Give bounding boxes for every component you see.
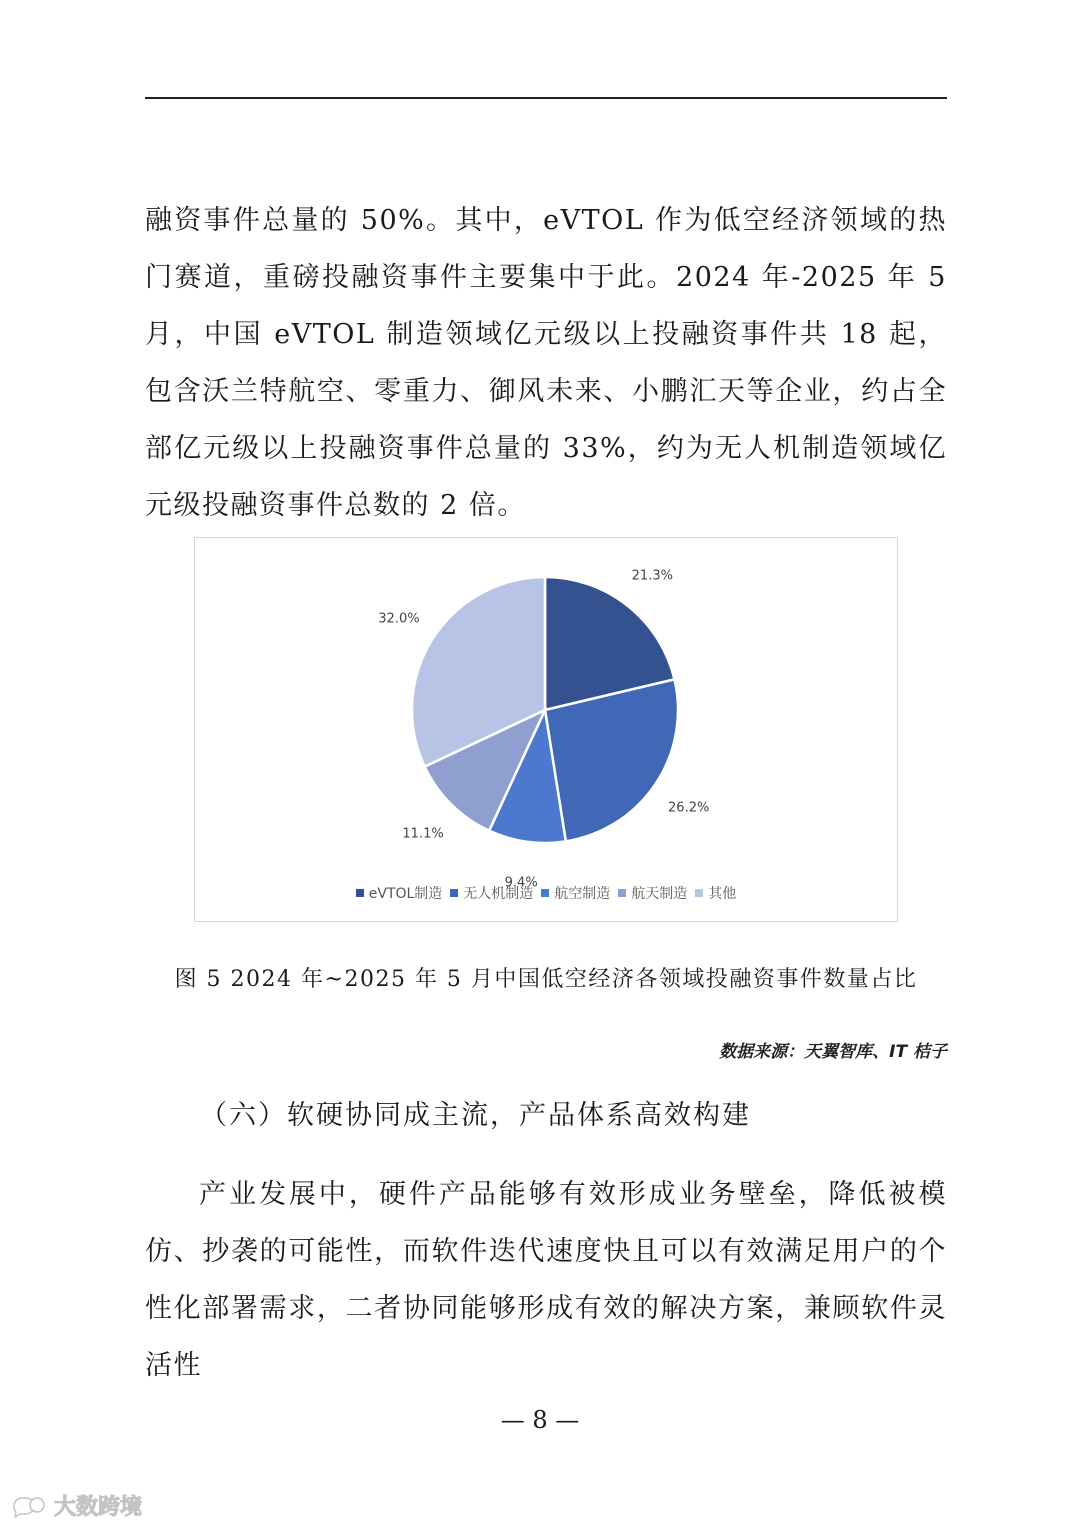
legend-swatch — [356, 889, 364, 897]
chart-legend — [195, 883, 897, 903]
legend-item-0 — [356, 883, 443, 903]
figure-caption: 图 5 2024 年~2025 年 5 月中国低空经济各领域投融资事件数量占比 — [174, 967, 918, 992]
body-paragraph-1: 融资事件总量的 50%。其中，eVTOL 作为低空经济领域的热门赛道，重磅投融资事件主要集中于此。2024 年-2025 年 5 月，中国 eVTOL 制造领域亿元级以上投融资事件共 18 起，包含沃兰特航空、零重力、御风未来、小鹏汇天等企业，约占全部亿元级以上投融资事件总量的 33%，约为无人机制造领域亿元级投融资事件总数的 2 倍。 — [145, 205, 947, 521]
pie-chart — [194, 537, 898, 922]
legend-swatch — [541, 889, 549, 897]
header-rule — [145, 97, 947, 99]
watermark-text: 大数跨境 — [54, 1495, 143, 1520]
legend-item-3 — [618, 883, 687, 903]
legend-swatch — [618, 889, 626, 897]
body-paragraph-2: 产业发展中，硬件产品能够有效形成业务壁垒，降低被模仿、抄袭的可能性，而软件迭代速度快且可以有效满足用户的个性化部署需求，二者协同能够形成有效的解决方案，兼顾软件灵活性 — [145, 1179, 947, 1381]
pie-chart-svg — [195, 538, 897, 921]
legend-swatch — [695, 889, 703, 897]
legend-item-2 — [541, 883, 610, 903]
slice-label-0: 21.3% — [631, 568, 673, 584]
slice-label-3: 11.1% — [402, 826, 444, 842]
legend-label: 其他 — [708, 886, 737, 902]
legend-label: 航空制造 — [554, 886, 611, 902]
page-number: — 8 — — [500, 1406, 580, 1434]
legend-label: 无人机制造 — [463, 886, 534, 902]
watermark — [10, 1490, 142, 1521]
legend-item-1 — [450, 883, 533, 903]
slice-label-2: 9.4% — [504, 875, 538, 891]
chat-bubble-icon — [10, 1494, 48, 1518]
legend-label: eVTOL制造 — [368, 886, 443, 902]
slice-label-1: 26.2% — [668, 800, 710, 816]
legend-swatch — [450, 889, 458, 897]
legend-label: 航天制造 — [631, 886, 688, 902]
slice-label-4: 32.0% — [378, 611, 420, 627]
section-heading: （六）软硬协同成主流，产品体系高效构建 — [200, 1100, 751, 1131]
legend-item-4 — [695, 883, 736, 903]
data-source: 数据来源：天翼智库、IT 桔子 — [719, 1042, 947, 1062]
